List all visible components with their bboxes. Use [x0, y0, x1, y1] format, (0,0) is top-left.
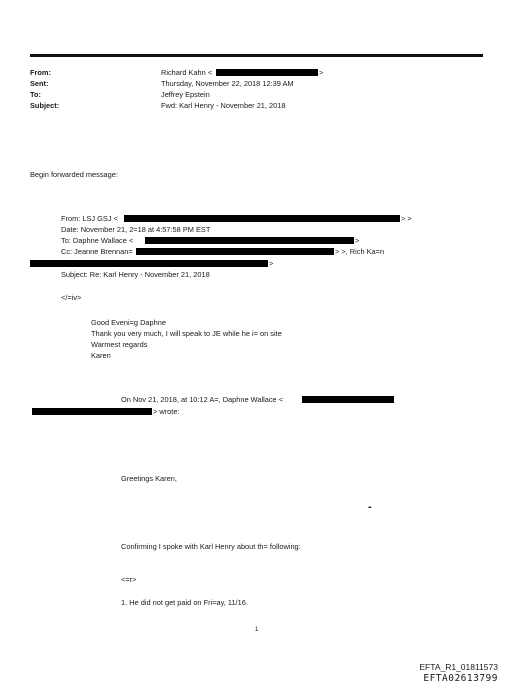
page-number: 1: [255, 627, 259, 633]
to-value: Jeffrey Epstein: [161, 90, 210, 99]
header-rule: [30, 54, 483, 57]
fwd-from: From: LSJ GSJ <: [61, 214, 118, 223]
fwd-cc: Cc: Jeanne Brennan=: [61, 247, 133, 256]
from-label: From:: [30, 68, 51, 77]
fwd-cc-tail: > >, Rich Ka=n: [335, 247, 385, 256]
confirming-line: Confirming I spoke with Karl Henry about th= following:: [121, 542, 301, 551]
redaction-bar: [32, 408, 152, 415]
bates-number-2: EFTA02613799: [423, 673, 498, 684]
reply-line: Karen: [91, 351, 111, 360]
quote-intro: On Nov 21, 2018, at 10:12 A=, Daphne Wallace <: [121, 395, 284, 404]
reply-line: Warmest regards: [91, 340, 148, 349]
redaction-bar: [302, 396, 394, 403]
div-tag: </=iv>: [61, 293, 82, 302]
quote-wrote: > wrote:: [153, 407, 180, 416]
greeting: Greetings Karen,: [121, 474, 177, 483]
fwd-to-close: >: [355, 236, 360, 245]
begin-forwarded: Begin forwarded message:: [30, 170, 118, 179]
sent-value: Thursday, November 22, 2018 12:39 AM: [161, 79, 294, 88]
reply-line: Good Eveni=g Daphne: [91, 318, 166, 327]
redaction-bar: [30, 260, 268, 267]
bates-number-1: EFTA_R1_01811573: [419, 662, 498, 672]
cc-line2-close: >: [269, 259, 274, 268]
from-close: >: [319, 68, 324, 77]
from-value: Richard Kahn <: [161, 68, 213, 77]
br-tag: <=r>: [121, 575, 137, 584]
redaction-bar: [136, 248, 334, 255]
to-label: To:: [30, 90, 41, 99]
list-item: 1. He did not get paid on Fri=ay, 11/16.: [121, 598, 248, 607]
redaction-bar: [216, 69, 318, 76]
fwd-to: To: Daphne Wallace <: [61, 236, 134, 245]
reply-line: Thank you very much, I will speak to JE while he i= on site: [91, 329, 282, 338]
fwd-from-close: > >: [401, 214, 412, 223]
redaction-bar: [145, 237, 354, 244]
sent-label: Sent:: [30, 79, 49, 88]
fwd-date: Date: November 21, 2=18 at 4:57:58 PM EST: [61, 225, 211, 234]
dash-mark: -: [368, 501, 372, 513]
subject-value: Fwd: Karl Henry - November 21, 2018: [161, 101, 286, 110]
fwd-subject: Subject: Re: Karl Henry - November 21, 2018: [61, 270, 210, 279]
redaction-bar: [124, 215, 400, 222]
subject-label: Subject:: [30, 101, 60, 110]
